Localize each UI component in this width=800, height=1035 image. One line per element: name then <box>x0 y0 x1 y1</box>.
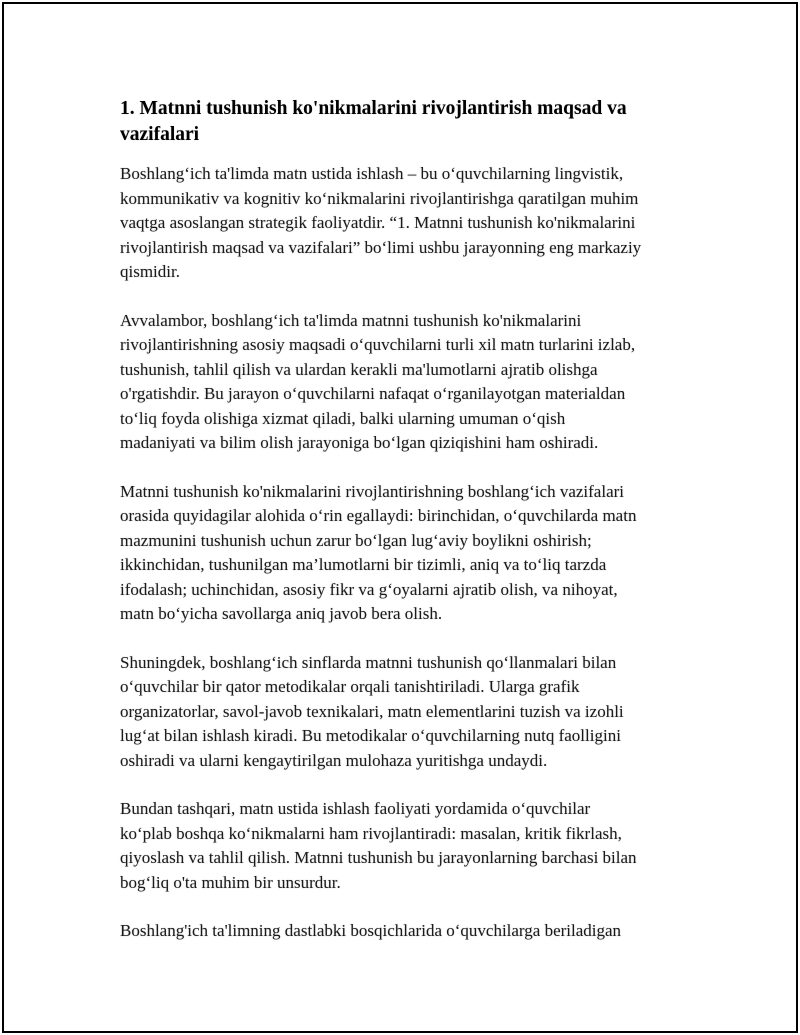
heading-line: vazifalari <box>120 124 200 145</box>
paragraph-5 <box>120 797 692 895</box>
text-line: madaniyati va bilim olish jarayoniga bo‘lgan qiziqishini ham oshiradi. <box>120 433 599 452</box>
text-line: ko‘plab boshqa ko‘nikmalarni ham rivojlantiradi: masalan, kritik fikrlash, <box>120 823 622 843</box>
text-line: rivojlantirish maqsad va vazifalari” bo‘limi ushbu jarayonning eng markaziy <box>120 237 642 257</box>
text-line: to‘liq foyda olishiga xizmat qiladi, balki ularning umuman o‘qish <box>120 408 566 428</box>
paragraph-6 <box>120 919 692 944</box>
text-line: ikkinchidan, tushunilgan ma’lumotlarni bir tizimli, aniq va to‘liq tarzda <box>120 555 607 574</box>
text-line: lug‘at bilan ishlash kiradi. Bu metodikalar o‘quvchilarning nutq faolligini <box>120 726 621 745</box>
text-line: kommunikativ va kognitiv ko‘nikmalarini rivojlantirishga qaratilgan muhim <box>120 188 639 208</box>
paragraph-1 <box>120 162 692 285</box>
heading-line: 1. Matnni tushunish ko'nikmalarini rivojlantirish maqsad va <box>120 98 627 119</box>
paragraph-3 <box>120 480 692 627</box>
text-line: Avvalambor, boshlang‘ich ta'limda matnni tushunish ko'nikmalarini <box>120 310 582 330</box>
text-line: rivojlantirishning asosiy maqsadi o‘quvchilarni turli xil matn turlarini izlab, <box>120 335 636 354</box>
text-line: organizatorlar, savol-javob texnikalari, matn elementlarini tuzish va izohli <box>120 701 624 721</box>
section-heading <box>120 96 692 148</box>
text-line: Boshlang'ich ta'limning dastlabki bosqichlarida o‘quvchilarga beriladigan <box>120 921 622 940</box>
document-content <box>120 96 692 968</box>
text-line: o'rgatishdir. Bu jarayon o‘quvchilarni nafaqat o‘rganilayotgan materialdan <box>120 384 626 403</box>
text-line: qiyoslash va tahlil qilish. Matnni tushunish bu jarayonlarning barchasi bilan <box>120 848 637 867</box>
text-line: Matnni tushunish ko'nikmalarini rivojlantirishning boshlang‘ich vazifalari <box>120 481 624 501</box>
paragraph-4 <box>120 651 692 774</box>
text-line: o‘quvchilar bir qator metodikalar orqali tanishtiriladi. Ularga grafik <box>120 677 580 696</box>
text-line: matn bo‘yicha savollarga aniq javob bera olish. <box>120 604 443 623</box>
text-line: Shuningdek, boshlang‘ich sinflarda matnni tushunish qo‘llanmalari bilan <box>120 652 617 672</box>
text-line: oshiradi va ularni kengaytirilgan mulohaza yuritishga undaydi. <box>120 750 548 770</box>
text-line: bog‘liq o'ta muhim bir unsurdur. <box>120 872 341 892</box>
text-line: qismidir. <box>120 262 180 281</box>
text-line: Boshlang‘ich ta'limda matn ustida ishlash – bu o‘quvchilarning lingvistik, <box>120 164 624 183</box>
text-line: Bundan tashqari, matn ustida ishlash faoliyati yordamida o‘quvchilar <box>120 799 591 818</box>
document-page <box>2 2 798 1033</box>
text-line: tushunish, tahlil qilish va ulardan kerakli ma'lumotlarni ajratib olishga <box>120 359 598 379</box>
text-line: orasida quyidagilar alohida o‘rin egallaydi: birinchidan, o‘quvchilarda matn <box>120 506 637 525</box>
text-line: ifodalash; uchinchidan, asosiy fikr va g‘oyalarni ajratib olish, va nihoyat, <box>120 579 618 599</box>
text-line: vaqtga asoslangan strategik faoliyatdir. “1. Matnni tushunish ko'nikmalarini <box>120 213 636 232</box>
text-line: mazmunini tushunish uchun zarur bo‘lgan lug‘aviy boylikni oshirish; <box>120 530 592 550</box>
paragraph-2 <box>120 309 692 456</box>
